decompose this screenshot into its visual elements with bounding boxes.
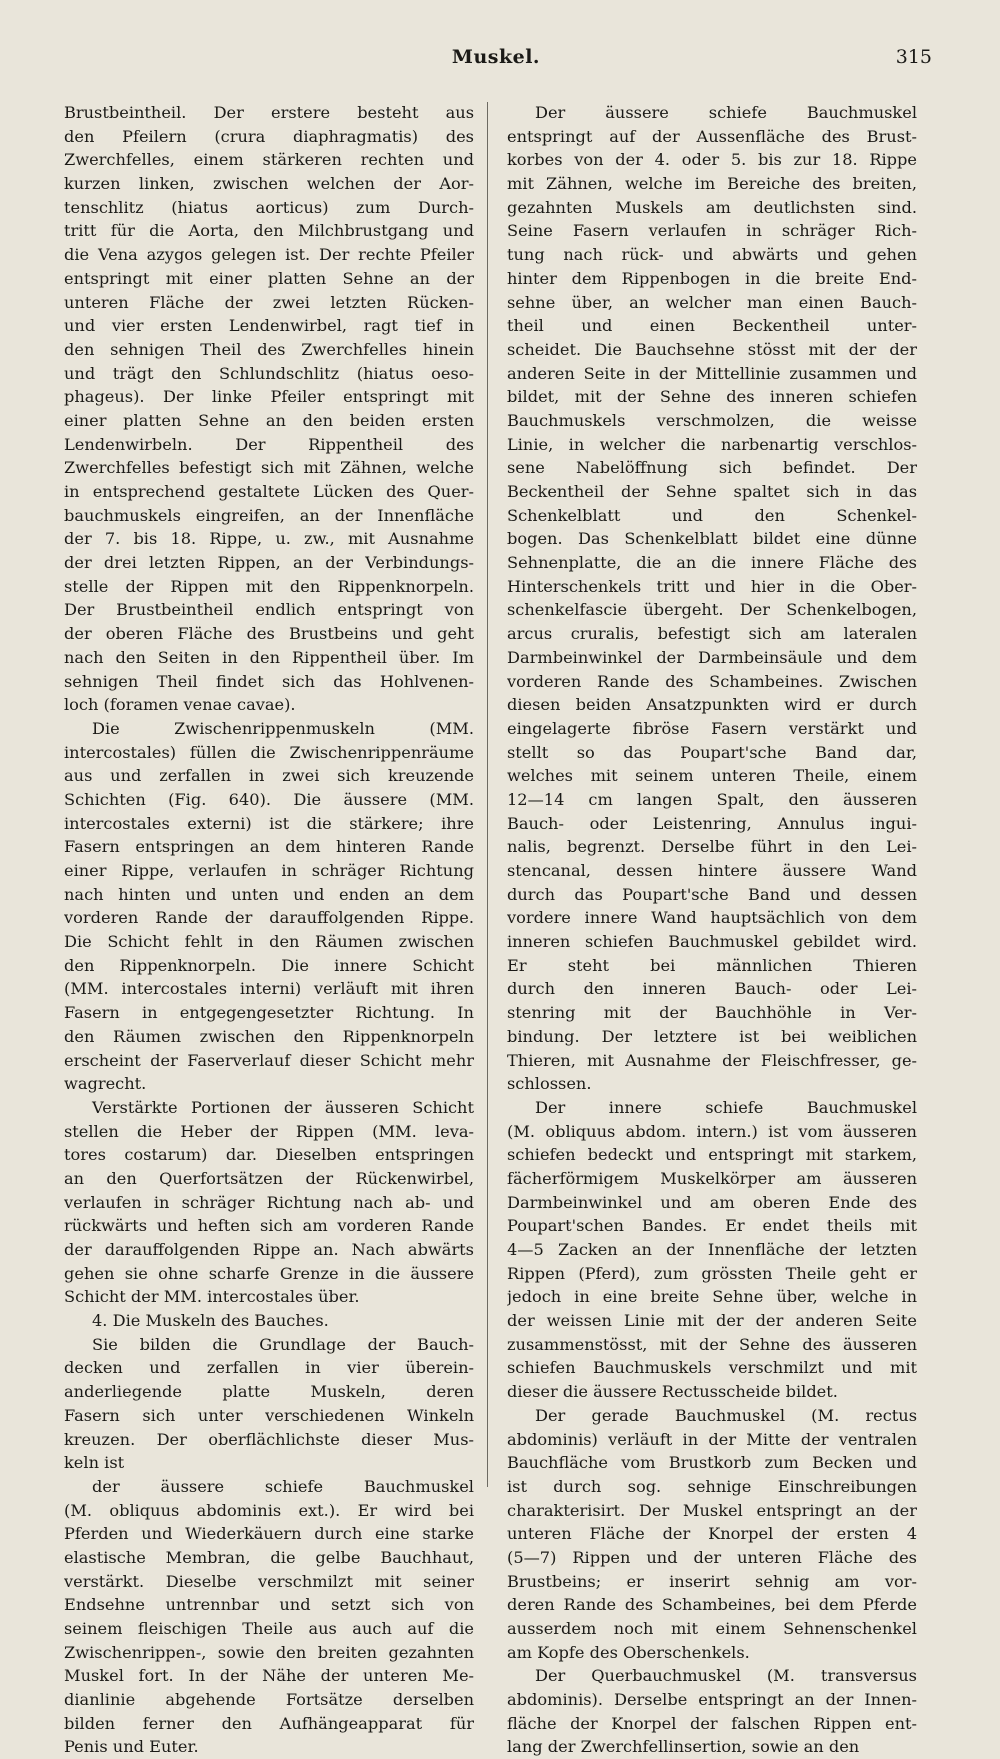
page-title: Muskel. <box>451 46 541 68</box>
text-line: eingelagerte fibröse Fasern verstärkt und <box>507 718 917 738</box>
text-line: elastische Membran, die gelbe Bauchhaut, <box>64 1547 474 1567</box>
text-line: Er steht bei männlichen Thieren <box>507 955 917 975</box>
text-line: (5—7) Rippen und der unteren Fläche des <box>507 1547 917 1567</box>
text-line: Brustbeintheil. Der erstere besteht aus <box>64 103 474 122</box>
text-line: vordere innere Wand hauptsächlich von dem <box>507 908 917 928</box>
text-line: nalis, begrenzt. Derselbe führt in den Lei- <box>507 837 917 857</box>
text-line: schiefen Bauchmuskels verschmilzt und mit <box>507 1358 917 1378</box>
text-line: Der Querbauchmuskel (M. transversus <box>535 1666 917 1686</box>
text-line: einer Rippe, verlaufen in schräger Richtung <box>64 861 474 880</box>
text-line: und trägt den Schlundschlitz (hiatus oeso- <box>64 363 474 383</box>
text-line: arcus cruralis, befestigt sich am lateralen <box>507 624 917 644</box>
text-line: stenring mit der Bauchhöhle in Ver- <box>507 1003 917 1023</box>
text-line: Seine Fasern verlaufen in schräger Rich- <box>507 221 917 241</box>
text-line: Der innere schiefe Bauchmuskel <box>535 1097 917 1117</box>
text-line: schlossen. <box>507 1074 592 1094</box>
text-line: stellt so das Poupart'sche Band dar, <box>507 742 917 762</box>
text-line: Schenkelblatt und den Schenkel- <box>507 505 917 525</box>
page-number: 315 <box>895 46 932 68</box>
text-line: Pferden und Wiederkäuern durch eine starke <box>64 1524 474 1544</box>
text-line: stencanal, dessen hintere äussere Wand <box>507 861 917 880</box>
text-line: tung nach rück- und abwärts und gehen <box>507 245 917 265</box>
text-line: Beckentheil der Sehne spaltet sich in das <box>507 482 917 501</box>
text-line: der darauffolgenden Rippe an. Nach abwärts <box>64 1240 474 1259</box>
text-line: Brustbeins; er inserirt sehnig am vor- <box>507 1571 917 1591</box>
column-divider <box>487 102 488 1487</box>
text-line: ausserdem noch mit einem Sehnenschenkel <box>507 1619 917 1638</box>
text-line: der oberen Fläche des Brustbeins und geht <box>64 624 474 644</box>
text-line: vorderen Rande der darauffolgenden Rippe. <box>64 908 474 928</box>
text-line: aus und zerfallen in zwei sich kreuzende <box>64 766 474 786</box>
text-line: Die Schicht fehlt in den Räumen zwischen <box>64 932 474 952</box>
text-line: unteren Fläche der zwei letzten Rücken- <box>64 292 474 312</box>
text-line: zusammenstösst, mit der Sehne des äusseren <box>507 1334 917 1354</box>
text-line: mit Zähnen, welche im Bereiche des breiten, <box>507 174 917 194</box>
text-line: theil und einen Beckentheil unter- <box>507 316 917 336</box>
text-line: rückwärts und heften sich am vorderen Rande <box>64 1216 474 1236</box>
text-line: sene Nabelöffnung sich befindet. Der <box>507 458 917 478</box>
text-line: Fasern in entgegengesetzter Richtung. In <box>64 1003 474 1023</box>
text-line: schiefen bedeckt und entspringt mit starkem, <box>507 1145 917 1165</box>
text-line: Der Brustbeintheil endlich entspringt von <box>64 600 474 620</box>
left-text-column <box>64 101 474 1759</box>
text-line: wagrecht. <box>64 1074 147 1094</box>
text-line: phageus). Der linke Pfeiler entspringt mit <box>64 387 474 407</box>
text-line: welches mit seinem unteren Theile, einem <box>507 766 917 786</box>
text-line: erscheint der Faserverlauf dieser Schicht mehr <box>64 1050 474 1070</box>
text-line: bauchmuskels eingreifen, an der Innenfläche <box>64 505 474 525</box>
text-line: Zwerchfelles, einem stärkeren rechten und <box>64 150 474 170</box>
text-line: Linie, in welcher die narbenartig verschlos- <box>507 434 917 454</box>
text-line: Hinterschenkels tritt und hier in die Ober- <box>507 576 917 596</box>
text-line: vorderen Rande des Schambeines. Zwischen <box>507 671 917 691</box>
text-line: scheidet. Die Bauchsehne stösst mit der der <box>507 339 917 359</box>
text-line: Sie bilden die Grundlage der Bauch- <box>92 1334 474 1354</box>
text-line: Der gerade Bauchmuskel (M. rectus <box>535 1405 917 1425</box>
text-line: durch das Poupart'sche Band und dessen <box>507 884 917 904</box>
text-line: fächerförmigem Muskelkörper am äusseren <box>507 1168 917 1188</box>
text-line: abdominis) verläuft in der Mitte der ventralen <box>507 1429 917 1449</box>
text-line: am Kopfe des Oberschenkels. <box>507 1642 750 1662</box>
text-line: Darmbeinwinkel der Darmbeinsäule und dem <box>507 647 917 667</box>
text-line: Der äussere schiefe Bauchmuskel <box>535 103 917 122</box>
text-line: nach hinten und unten und enden an dem <box>64 884 474 904</box>
text-line: tritt für die Aorta, den Milchbrustgang und <box>64 221 474 241</box>
text-line: ist durch sog. sehnige Einschreibungen <box>507 1476 917 1496</box>
text-line: bilden ferner den Aufhängeapparat für <box>64 1713 474 1733</box>
text-line: Muskel fort. In der Nähe der unteren Me- <box>64 1666 474 1686</box>
text-line: den sehnigen Theil des Zwerchfelles hinein <box>64 339 474 359</box>
text-line: dianlinie abgehende Fortsätze derselben <box>64 1690 474 1710</box>
text-line: Thieren, mit Ausnahme der Fleischfresser, ge- <box>507 1050 917 1070</box>
text-line: (MM. intercostales interni) verläuft mit ihren <box>64 979 474 999</box>
text-line: (M. obliquus abdom. intern.) ist vom äusseren <box>507 1121 917 1141</box>
text-line: hinter dem Rippenbogen in die breite End- <box>507 268 917 288</box>
text-line: verstärkt. Dieselbe verschmilzt mit seiner <box>64 1571 474 1591</box>
text-line: Schichten (Fig. 640). Die äussere (MM. <box>64 789 474 809</box>
text-line: entspringt auf der Aussenfläche des Brust- <box>507 126 917 146</box>
text-line: kurzen linken, zwischen welchen der Aor- <box>64 174 474 194</box>
text-line: Darmbeinwinkel und am oberen Ende des <box>507 1192 917 1212</box>
text-line: Die Zwischenrippenmuskeln (MM. <box>92 718 474 738</box>
text-line: anderen Seite in der Mittellinie zusammen und <box>507 363 917 383</box>
text-line: Lendenwirbeln. Der Rippentheil des <box>64 434 474 454</box>
text-line: gehen sie ohne scharfe Grenze in die äussere <box>64 1263 474 1283</box>
text-line: nach den Seiten in den Rippentheil über. Im <box>64 647 474 667</box>
text-line: Bauch- oder Leistenring, Annulus ingui- <box>507 813 917 833</box>
text-line: Endsehne untrennbar und setzt sich von <box>64 1595 474 1615</box>
text-line: Fasern entspringen an dem hinteren Rande <box>64 837 474 857</box>
text-line: (M. obliquus abdominis ext.). Er wird bei <box>64 1500 474 1520</box>
text-line: und vier ersten Lendenwirbel, ragt tief in <box>64 316 474 336</box>
text-line: in entsprechend gestaltete Lücken des Quer- <box>64 482 474 501</box>
text-line: 4—5 Zacken an der Innenfläche der letzten <box>507 1240 917 1259</box>
text-line: lang der Zwerchfellinsertion, sowie an den <box>507 1737 860 1757</box>
text-line: korbes von der 4. oder 5. bis zur 18. Rippe <box>507 150 917 170</box>
text-line: kreuzen. Der oberflächlichste dieser Mus- <box>64 1429 474 1449</box>
text-line: Zwischenrippen-, sowie den breiten gezahnten <box>64 1642 474 1662</box>
text-line: gezahnten Muskels am deutlichsten sind. <box>507 197 917 217</box>
text-line: dieser die äussere Rectusscheide bildet. <box>507 1382 838 1402</box>
text-line: fläche der Knorpel der falschen Rippen ent- <box>507 1713 917 1733</box>
text-line: der weissen Linie mit der der anderen Seite <box>507 1311 917 1331</box>
text-line: der äussere schiefe Bauchmuskel <box>92 1476 474 1496</box>
text-line: den Rippenknorpeln. Die innere Schicht <box>64 955 474 975</box>
text-line: bogen. Das Schenkelblatt bildet eine dünne <box>507 529 917 549</box>
text-line: seinem fleischigen Theile aus auch auf die <box>64 1619 474 1638</box>
text-line: Bauchfläche vom Brustkorb zum Becken und <box>507 1453 917 1473</box>
running-head <box>60 46 932 76</box>
text-line: bindung. Der letztere ist bei weiblichen <box>507 1026 917 1046</box>
text-line: anderliegende platte Muskeln, deren <box>64 1382 474 1402</box>
text-line: intercostales externi) ist die stärkere; ihre <box>64 813 474 833</box>
text-line: tores costarum) dar. Dieselben entspringen <box>64 1145 474 1165</box>
text-line: einer platten Sehne an den beiden ersten <box>64 410 474 430</box>
text-line: loch (foramen venae cavae). <box>64 695 296 715</box>
text-line: Penis und Euter. <box>64 1737 199 1757</box>
text-line: jedoch in eine breite Sehne über, welche in <box>507 1287 917 1307</box>
text-line: entspringt mit einer platten Sehne an der <box>64 268 474 288</box>
text-line: deren Rande des Schambeines, bei dem Pferde <box>507 1595 917 1615</box>
text-line: Schicht der MM. intercostales über. <box>64 1287 360 1307</box>
text-line: Fasern sich unter verschiedenen Winkeln <box>64 1405 474 1425</box>
text-line: charakterisirt. Der Muskel entspringt an der <box>507 1500 917 1520</box>
text-line: den Räumen zwischen den Rippenknorpeln <box>64 1026 474 1046</box>
text-line: stellen die Heber der Rippen (MM. leva- <box>64 1121 474 1141</box>
text-line: Bauchmuskels verschmolzen, die weisse <box>507 410 917 430</box>
text-line: abdominis). Derselbe entspringt an der Innen- <box>507 1690 917 1710</box>
text-line: 12—14 cm langen Spalt, den äusseren <box>507 789 917 809</box>
text-line: diesen beiden Ansatzpunkten wird er durch <box>507 695 917 715</box>
text-line: der 7. bis 18. Rippe, u. zw., mit Ausnahme <box>64 529 474 549</box>
text-line: verlaufen in schräger Richtung nach ab- und <box>64 1192 474 1212</box>
text-line: sehnigen Theil findet sich das Hohlvenen- <box>64 671 474 691</box>
text-line: Poupart'schen Bandes. Er endet theils mit <box>507 1216 917 1236</box>
text-line: den Pfeilern (crura diaphragmatis) des <box>64 126 474 146</box>
text-line: intercostales) füllen die Zwischenrippenräume <box>64 742 474 762</box>
text-line: die Vena azygos gelegen ist. Der rechte Pfeiler <box>64 245 474 265</box>
text-line: stelle der Rippen mit den Rippenknorpeln. <box>64 576 474 596</box>
text-line: bildet, mit der Sehne des inneren schiefen <box>507 387 917 407</box>
text-line: Rippen (Pferd), zum grössten Theile geht er <box>507 1263 917 1283</box>
text-line: Zwerchfelles befestigt sich mit Zähnen, welche <box>64 458 474 478</box>
text-line: unteren Fläche der Knorpel der ersten 4 <box>507 1524 917 1544</box>
text-line: durch den inneren Bauch- oder Lei- <box>507 979 917 999</box>
text-line: decken und zerfallen in vier überein- <box>64 1358 474 1378</box>
text-line: Verstärkte Portionen der äusseren Schicht <box>92 1097 474 1117</box>
text-line: der drei letzten Rippen, an der Verbindungs- <box>64 553 474 573</box>
text-line: inneren schiefen Bauchmuskel gebildet wird. <box>507 932 917 952</box>
right-text-column <box>507 101 917 1759</box>
text-line: 4. Die Muskeln des Bauches. <box>92 1311 329 1331</box>
text-line: tenschlitz (hiatus aorticus) zum Durch- <box>64 197 474 217</box>
text-line: Sehnenplatte, die an die innere Fläche des <box>507 553 917 573</box>
text-line: an den Querfortsätzen der Rückenwirbel, <box>64 1168 474 1188</box>
text-line: sehne über, an welcher man einen Bauch- <box>507 292 917 312</box>
text-line: schenkelfascie übergeht. Der Schenkelbogen, <box>507 600 917 620</box>
text-line: keln ist <box>64 1453 125 1473</box>
